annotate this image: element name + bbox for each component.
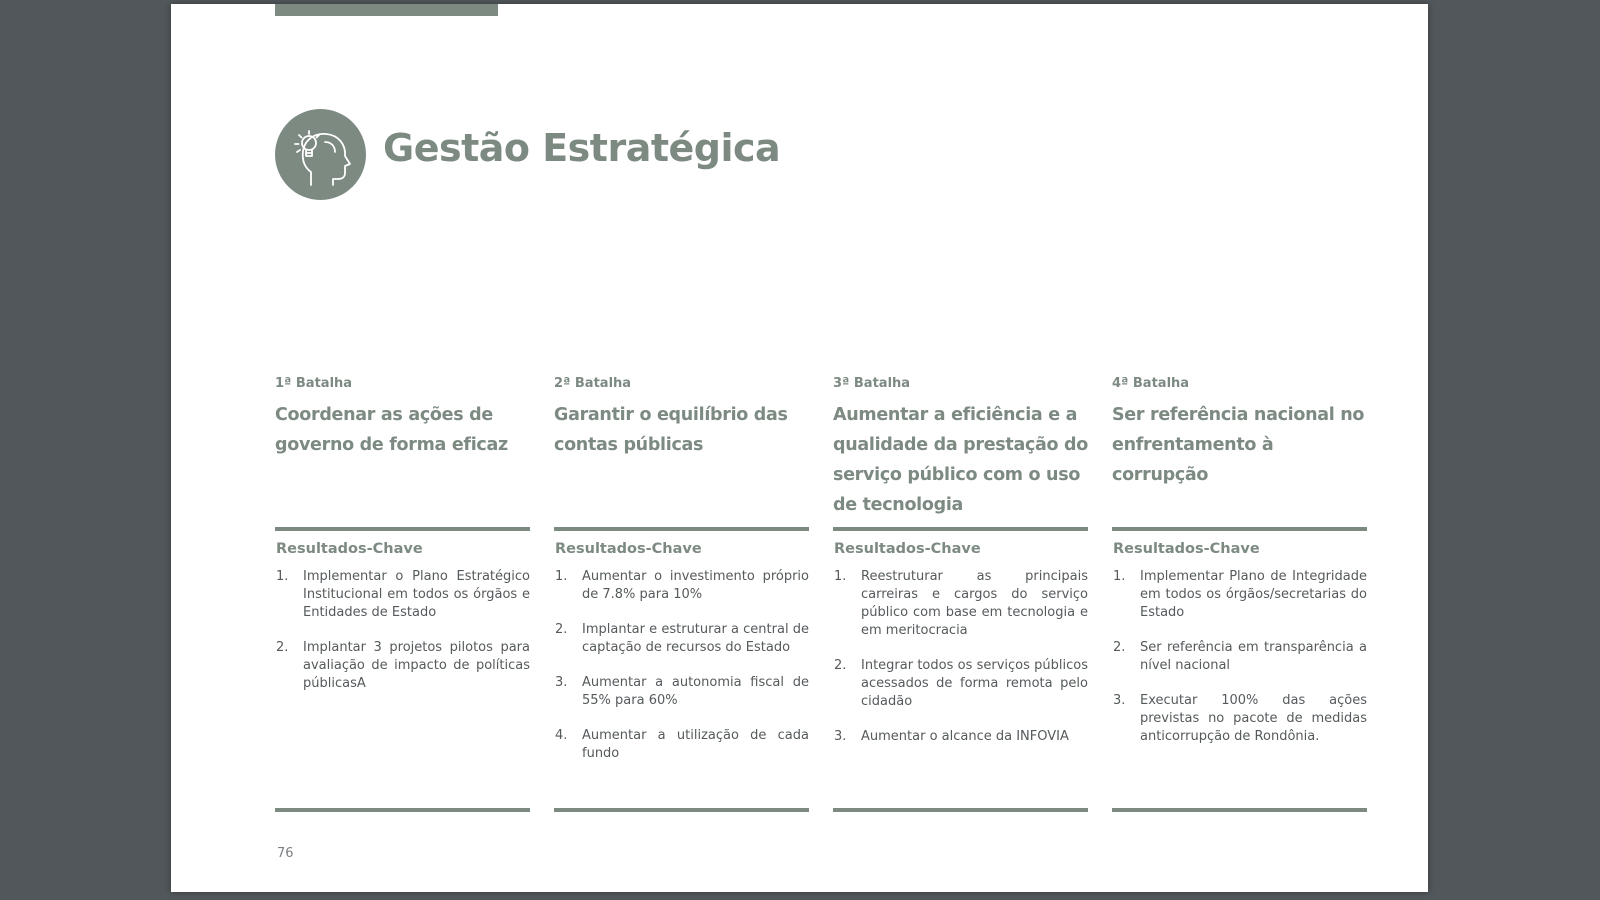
divider-top xyxy=(1112,527,1367,531)
item-text: Ser referência em transparência a nível nacional xyxy=(1140,640,1367,673)
results-title: Resultados-Chave xyxy=(276,541,423,557)
item-text: Implantar 3 projetos pilotos para avaliação de impacto de políticas públicasA xyxy=(303,640,530,691)
battle-label: 1ª Batalha xyxy=(275,376,353,391)
item-text: Implementar Plano de Integridade em todos os órgãos/secretarias do Estado xyxy=(1140,569,1367,620)
battle-label: 3ª Batalha xyxy=(833,376,911,391)
divider-bottom xyxy=(554,808,809,812)
list-item xyxy=(555,568,809,604)
item-number: 1. xyxy=(834,569,847,584)
item-number: 2. xyxy=(555,622,568,637)
item-number: 4. xyxy=(555,728,568,743)
list-item xyxy=(1113,639,1367,675)
item-text: Implantar e estruturar a central de captação de recursos do Estado xyxy=(582,622,809,655)
divider-top xyxy=(833,527,1088,531)
battle-label: 4ª Batalha xyxy=(1112,376,1190,391)
list-item xyxy=(834,568,1088,640)
battle-label: 2ª Batalha xyxy=(554,376,632,391)
list-item xyxy=(276,568,530,622)
head-lightbulb-icon xyxy=(275,109,366,200)
item-number: 3. xyxy=(555,675,568,690)
item-number: 1. xyxy=(555,569,568,584)
item-number: 2. xyxy=(276,640,289,655)
page-number: 76 xyxy=(277,846,294,861)
item-number: 1. xyxy=(276,569,289,584)
list-item xyxy=(555,621,809,657)
list-item xyxy=(276,639,530,693)
item-text: Aumentar a utilização de cada fundo xyxy=(582,728,809,761)
list-item xyxy=(834,728,1088,746)
item-text: Implementar o Plano Estratégico Institucional em todos os órgãos e Entidades de Estado xyxy=(303,569,530,620)
item-text: Aumentar o alcance da INFOVIA xyxy=(861,729,1069,744)
results-list xyxy=(834,568,1088,763)
item-text: Integrar todos os serviços públicos acessados de forma remota pelo cidadão xyxy=(861,658,1088,709)
divider-bottom xyxy=(1112,808,1367,812)
list-item xyxy=(1113,692,1367,746)
list-item xyxy=(1113,568,1367,622)
item-text: Aumentar a autonomia fiscal de 55% para 60% xyxy=(582,675,809,708)
results-title: Resultados-Chave xyxy=(1113,541,1260,557)
item-number: 2. xyxy=(1113,640,1126,655)
divider-top xyxy=(275,527,530,531)
item-number: 1. xyxy=(1113,569,1126,584)
list-item xyxy=(834,657,1088,711)
battle-heading: Coordenar as ações de governo de forma eficaz xyxy=(275,405,508,455)
item-number: 2. xyxy=(834,658,847,673)
battle-heading: Aumentar a eficiência e a qualidade da prestação do serviço público com o uso de tecnologia xyxy=(833,405,1089,515)
results-list xyxy=(276,568,530,710)
results-list xyxy=(555,568,809,780)
item-text: Reestruturar as principais carreiras e cargos do serviço público com base em tecnologia e em meritocracia xyxy=(861,569,1088,638)
results-title: Resultados-Chave xyxy=(555,541,702,557)
item-text: Aumentar o investimento próprio de 7.8% para 10% xyxy=(582,569,809,602)
divider-bottom xyxy=(275,808,530,812)
results-title: Resultados-Chave xyxy=(834,541,981,557)
top-tab-bar xyxy=(275,4,498,16)
battle-heading: Ser referência nacional no enfrentamento à corrupção xyxy=(1112,405,1365,485)
item-number: 3. xyxy=(1113,693,1126,708)
battle-heading: Garantir o equilíbrio das contas públicas xyxy=(554,405,788,455)
results-list xyxy=(1113,568,1367,763)
list-item xyxy=(555,727,809,763)
document-page xyxy=(171,4,1428,892)
divider-top xyxy=(554,527,809,531)
item-number: 3. xyxy=(834,729,847,744)
list-item xyxy=(555,674,809,710)
item-text: Executar 100% das ações previstas no pacote de medidas anticorrupção de Rondônia. xyxy=(1140,693,1367,744)
page-title: Gestão Estratégica xyxy=(383,126,781,170)
divider-bottom xyxy=(833,808,1088,812)
